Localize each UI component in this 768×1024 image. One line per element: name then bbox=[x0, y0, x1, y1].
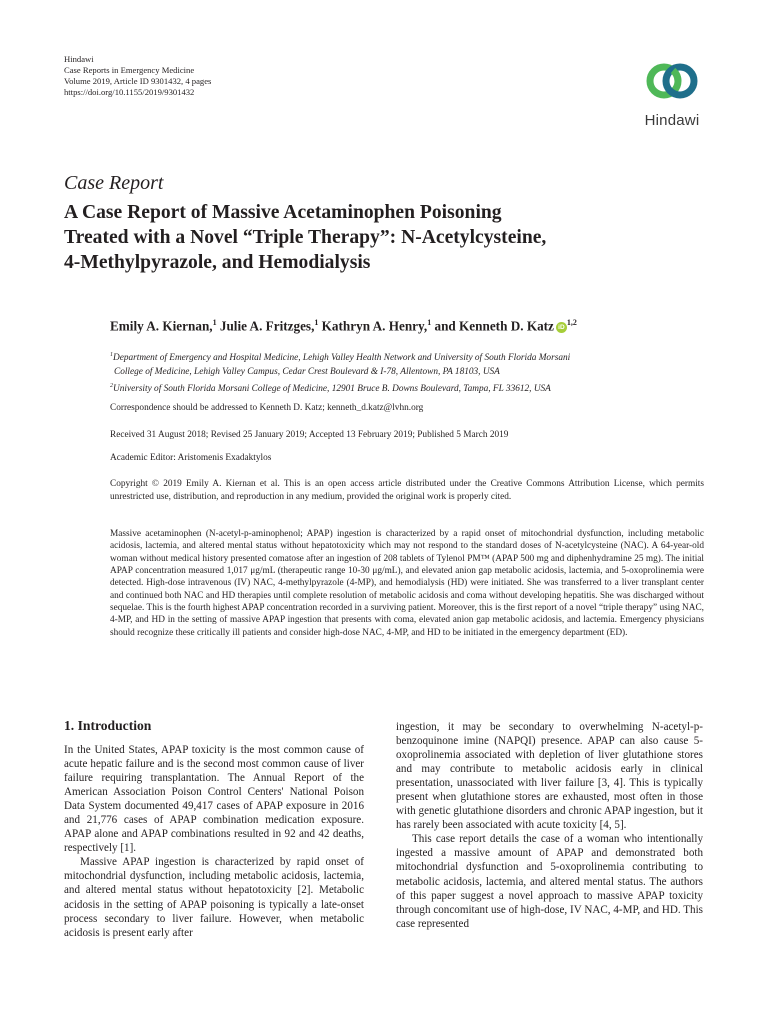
paragraph: This case report details the case of a woman who intentionally ingested a massive amount of APAP and demonstrated both mitochondrial dysfunction and 5-oxoprolinemia contributing to metabolic acidosis, lactemia, and altered mental status. The authors of this paper suggest a novel approach to massive APAP toxicity through concomitant use of high-dose, IV NAC, 4-MP, and HD. This case represented bbox=[396, 833, 703, 930]
title-line: Treated with a Novel “Triple Therapy”: N-Acetylcysteine, bbox=[64, 227, 547, 248]
author-affiliation-mark: 1 bbox=[212, 318, 217, 327]
affiliation-mark: 2 bbox=[110, 383, 113, 390]
journal-name: Case Reports in Emergency Medicine bbox=[64, 65, 195, 75]
academic-editor: Academic Editor: Aristomenis Exadaktylos bbox=[110, 453, 272, 463]
author-affiliation-mark: 1 bbox=[314, 318, 319, 327]
abstract: Massive acetaminophen (N-acetyl-p-aminophenol; APAP) ingestion is characterized by a rapid onset of mitochondrial dysfunction, including metabolic acidosis, lactemia, and altered mental status without hepatotoxicity which may not respond to the standard doses of N-acetylcysteine (NAC). A 64-year-old woman without medical history presented comatose after an ingestion of 208 tablets of Tylenol PM™ (APAP 500 mg and diphenhydramine 25 mg). The initial APAP concentration measured 1,017 μg/mL (therapeutic range 10-30 μg/mL), and elevated anion gap metabolic acidosis, lactemia, and 5-oxoprolinemia were detected. High-dose intravenous (IV) NAC, 4-methylpyrazole (4-MP), and hemodialysis (HD) were initiated. She was transferred to a liver transplant center and continued both NAC and HD therapies until complete resolution of metabolic acidosis and coma without developing hepatitis. She was discharged without sequelae. This is the fourth highest APAP concentration recorded in a surviving patient. Moreover, this is the first report of a novel “triple therapy” using NAC, 4-MP, and HD in the setting of massive APAP ingestion that presents with coma, elevated anion gap metabolic acidosis, and lactemia. Emergency physicians should recognize these critically ill patients and consider high-dose NAC, 4-MP, and HD to be initiated in the emergency department (ED). bbox=[110, 529, 704, 638]
publisher-name: Hindawi bbox=[64, 54, 94, 64]
paragraph: Massive APAP ingestion is characterized by rapid onset of mitochondrial dysfunction, including metabolic acidosis, lactemia, and altered mental status without hepatotoxicity [2]. Metabolic acidosis in the setting of APAP poisoning is typically a late-onset process secondary to liver failure. However, when metabolic acidosis is present early after bbox=[64, 856, 364, 939]
affiliation-text: College of Medicine, Lehigh Valley Campus, Cedar Crest Boulevard & I-78, Allentown, PA 18103, USA bbox=[114, 367, 500, 378]
affiliation-line bbox=[110, 365, 730, 379]
title-line: 4-Methylpyrazole, and Hemodialysis bbox=[64, 252, 371, 273]
affiliation-mark: 1 bbox=[110, 352, 113, 358]
article-dates: Received 31 August 2018; Revised 25 January 2019; Accepted 13 February 2019; Published 5 March 2019 bbox=[110, 430, 509, 440]
author-name[interactable]: Kathryn A. Henry, bbox=[321, 318, 428, 334]
author-affiliation-mark: 1 bbox=[427, 318, 432, 327]
logo-wordmark: Hindawi bbox=[644, 112, 700, 129]
hindawi-logo-icon bbox=[643, 52, 701, 110]
correspondence: Correspondence should be addressed to Kenneth D. Katz; kenneth_d.katz@lvhn.org bbox=[110, 403, 424, 413]
affiliation-line bbox=[110, 348, 730, 365]
doi-link[interactable]: https://doi.org/10.1155/2019/9301432 bbox=[64, 87, 195, 97]
author-name[interactable]: and Kenneth D. Katz bbox=[434, 318, 554, 334]
journal-header bbox=[64, 54, 211, 98]
body-column-left bbox=[64, 718, 364, 940]
paragraph: ingestion, it may be secondary to overwhelming N-acetyl-p-benzoquinone imine (NAPQI) presence. APAP can also cause 5-oxoprolinemia associated with depletion of liver glutathione stores and may contribute to metabolic acidosis early in clinical presentation, unassociated with liver failure [3, 4]. This is typically present when glutathione stores are exhausted, most often in those with genetic glutathione disorders and chronic APAP ingestion, but it has rarely been associated with acute toxicity [4, 5]. bbox=[396, 721, 703, 832]
affiliations bbox=[110, 348, 730, 396]
orcid-icon[interactable]: iD bbox=[556, 322, 567, 333]
section-heading: 1. Introduction bbox=[64, 718, 152, 733]
affiliation-line bbox=[110, 379, 730, 396]
affiliation-text: University of South Florida Morsani College of Medicine, 12901 Bruce B. Downs Boulevard, Tampa, FL 33612, USA bbox=[113, 384, 551, 395]
article-title bbox=[64, 200, 724, 275]
article-type: Case Report bbox=[64, 172, 164, 194]
copyright-notice: Copyright © 2019 Emily A. Kiernan et al. This is an open access article distributed under the Creative Commons Attribution License, which permits unrestricted use, distribution, and reproduction in any medium, provided the original work is properly cited. bbox=[110, 479, 704, 503]
volume-info: Volume 2019, Article ID 9301432, 4 pages bbox=[64, 76, 212, 86]
author-name[interactable]: Emily A. Kiernan, bbox=[110, 318, 213, 334]
affiliation-text: Department of Emergency and Hospital Medicine, Lehigh Valley Health Network and University of South Florida Morsani bbox=[113, 353, 571, 364]
paragraph: In the United States, APAP toxicity is the most common cause of acute hepatic failure and is the second most common cause of liver failure requiring transplantation. The Annual Report of the American Association Poison Control Centers' National Poison Data System documented 49,417 cases of APAP exposure in 2016 and 21,776 cases of APAP combination medication exposure. APAP alone and APAP combinations resulted in 92 and 42 deaths, respectively [1]. bbox=[64, 744, 364, 855]
author-affiliation-mark: 1,2 bbox=[566, 318, 577, 327]
title-line: A Case Report of Massive Acetaminophen Poisoning bbox=[64, 202, 502, 223]
hindawi-logo bbox=[632, 52, 712, 134]
body-column-right bbox=[396, 720, 703, 931]
author-list bbox=[110, 318, 730, 334]
author-name[interactable]: Julie A. Fritzges, bbox=[219, 318, 315, 334]
